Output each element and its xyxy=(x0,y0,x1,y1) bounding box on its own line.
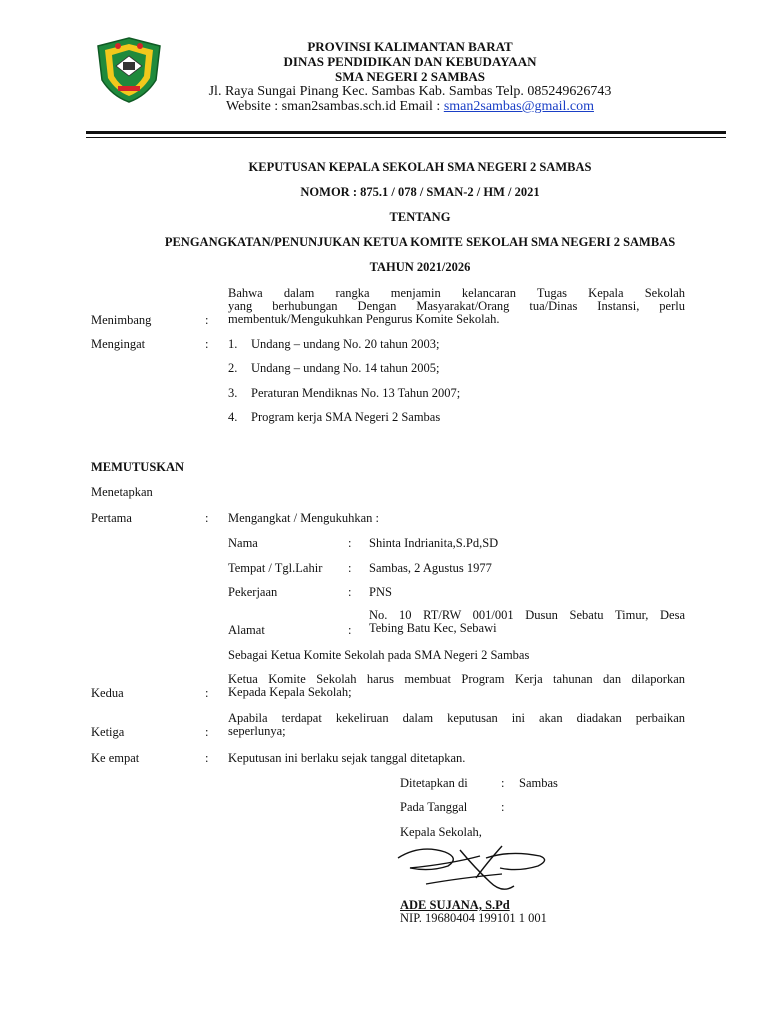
decree-title: KEPUTUSAN KEPALA SEKOLAH SMA NEGERI 2 SAMBAS xyxy=(248,160,592,174)
pertama-text: Mengangkat / Mengukuhkan : xyxy=(228,511,380,525)
ttl-colon: : xyxy=(348,561,352,575)
decree-number: NOMOR : 875.1 / 078 / SMAN-2 / HM / 2021 xyxy=(300,185,540,199)
ttl-value: Sambas, 2 Agustus 1977 xyxy=(369,561,492,575)
nama-value: Shinta Indrianita,S.Pd,SD xyxy=(369,536,499,550)
memutuskan-heading: MEMUTUSKAN xyxy=(91,460,185,474)
jabatan: Kepala Sekolah, xyxy=(400,825,482,839)
mengingat-item-4: Program kerja SMA Negeri 2 Sambas xyxy=(251,410,441,424)
handwritten-signature xyxy=(390,838,560,900)
menetapkan-label: Menetapkan xyxy=(91,485,153,499)
signatory-name: ADE SUJANA, S.Pd xyxy=(400,898,510,912)
mengingat-label: Mengingat xyxy=(91,337,146,351)
ketiga-colon: : xyxy=(205,725,209,739)
header-divider-thick xyxy=(86,131,726,134)
mengingat-num-4: 4. xyxy=(228,410,238,424)
mengingat-num-2: 2. xyxy=(228,361,238,375)
mengingat-num-3: 3. xyxy=(228,386,238,400)
alamat-value: No. 10 RT/RW 001/001 Dusun Sebatu Timur, Desa Tebing Batu Kec, Sebawi xyxy=(369,608,685,635)
keempat-text: Keputusan ini berlaku sejak tanggal ditetapkan. xyxy=(228,751,466,765)
alamat-label: Alamat xyxy=(228,623,265,637)
pertama-closing: Sebagai Ketua Komite Sekolah pada SMA Negeri 2 Sambas xyxy=(228,648,530,662)
pekerjaan-value: PNS xyxy=(369,585,392,599)
letterhead-department: DINAS PENDIDIKAN DAN KEBUDAYAAN xyxy=(283,54,537,69)
menimbang-label: Menimbang xyxy=(91,313,152,327)
decree-tentang: TENTANG xyxy=(389,210,451,224)
kedua-label: Kedua xyxy=(91,686,124,700)
header-divider-thin xyxy=(86,137,726,138)
mengingat-item-1: Undang – undang No. 20 tahun 2003; xyxy=(251,337,440,351)
ketiga-label: Ketiga xyxy=(91,725,125,739)
keempat-colon: : xyxy=(205,751,209,765)
pertama-label: Pertama xyxy=(91,511,132,525)
mengingat-item-3: Peraturan Mendiknas No. 13 Tahun 2007; xyxy=(251,386,461,400)
menimbang-text: Bahwa dalam rangka menjamin kelancaran Tugas Kepala Sekolah yang berhubungan Dengan Masyarakat/Orang tua/Dinas Instansi, perlu membentuk/Mengukuhkan Pengurus Komite Sekolah. xyxy=(228,286,685,326)
nama-colon: : xyxy=(348,536,352,550)
keempat-label: Ke empat xyxy=(91,751,140,765)
pekerjaan-colon: : xyxy=(348,585,352,599)
menimbang-colon: : xyxy=(205,313,209,327)
letterhead-contact xyxy=(170,100,650,114)
email-link[interactable]: sman2sambas@gmail.com xyxy=(443,99,594,114)
kedua-text: Ketua Komite Sekolah harus membuat Program Kerja tahunan dan dilaporkan Kepada Kepala Sekolah; xyxy=(228,672,685,699)
signatory-nip: NIP. 19680404 199101 1 001 xyxy=(400,911,547,925)
decree-year: TAHUN 2021/2026 xyxy=(369,260,471,274)
letterhead-province: PROVINSI KALIMANTAN BARAT xyxy=(307,39,513,54)
pekerjaan-label: Pekerjaan xyxy=(228,585,278,599)
ditetapkan-value: Sambas xyxy=(519,776,558,790)
kedua-colon: : xyxy=(205,686,209,700)
letterhead-address: Jl. Raya Sungai Pinang Kec. Sambas Kab. Sambas Telp. 085249626743 xyxy=(208,84,612,99)
alamat-colon: : xyxy=(348,623,352,637)
ketiga-text: Apabila terdapat kekeliruan dalam keputusan ini akan diadakan perbaikan seperlunya; xyxy=(228,711,685,738)
website-label: Website : sman2sambas.sch.id Email : xyxy=(226,99,444,114)
ttl-label: Tempat / Tgl.Lahir xyxy=(228,561,323,575)
tanggal-label: Pada Tanggal xyxy=(400,800,468,814)
decree-subject: PENGANGKATAN/PENUNJUKAN KETUA KOMITE SEKOLAH SMA NEGERI 2 SAMBAS xyxy=(164,235,676,249)
mengingat-num-1: 1. xyxy=(228,337,238,351)
letterhead-school: SMA NEGERI 2 SAMBAS xyxy=(335,69,485,84)
tanggal-colon: : xyxy=(501,800,505,814)
provincial-emblem xyxy=(94,36,164,104)
ditetapkan-label: Ditetapkan di xyxy=(400,776,468,790)
mengingat-colon: : xyxy=(205,337,209,351)
mengingat-item-2: Undang – undang No. 14 tahun 2005; xyxy=(251,361,440,375)
nama-label: Nama xyxy=(228,536,258,550)
ditetapkan-colon: : xyxy=(501,776,505,790)
pertama-colon: : xyxy=(205,511,209,525)
